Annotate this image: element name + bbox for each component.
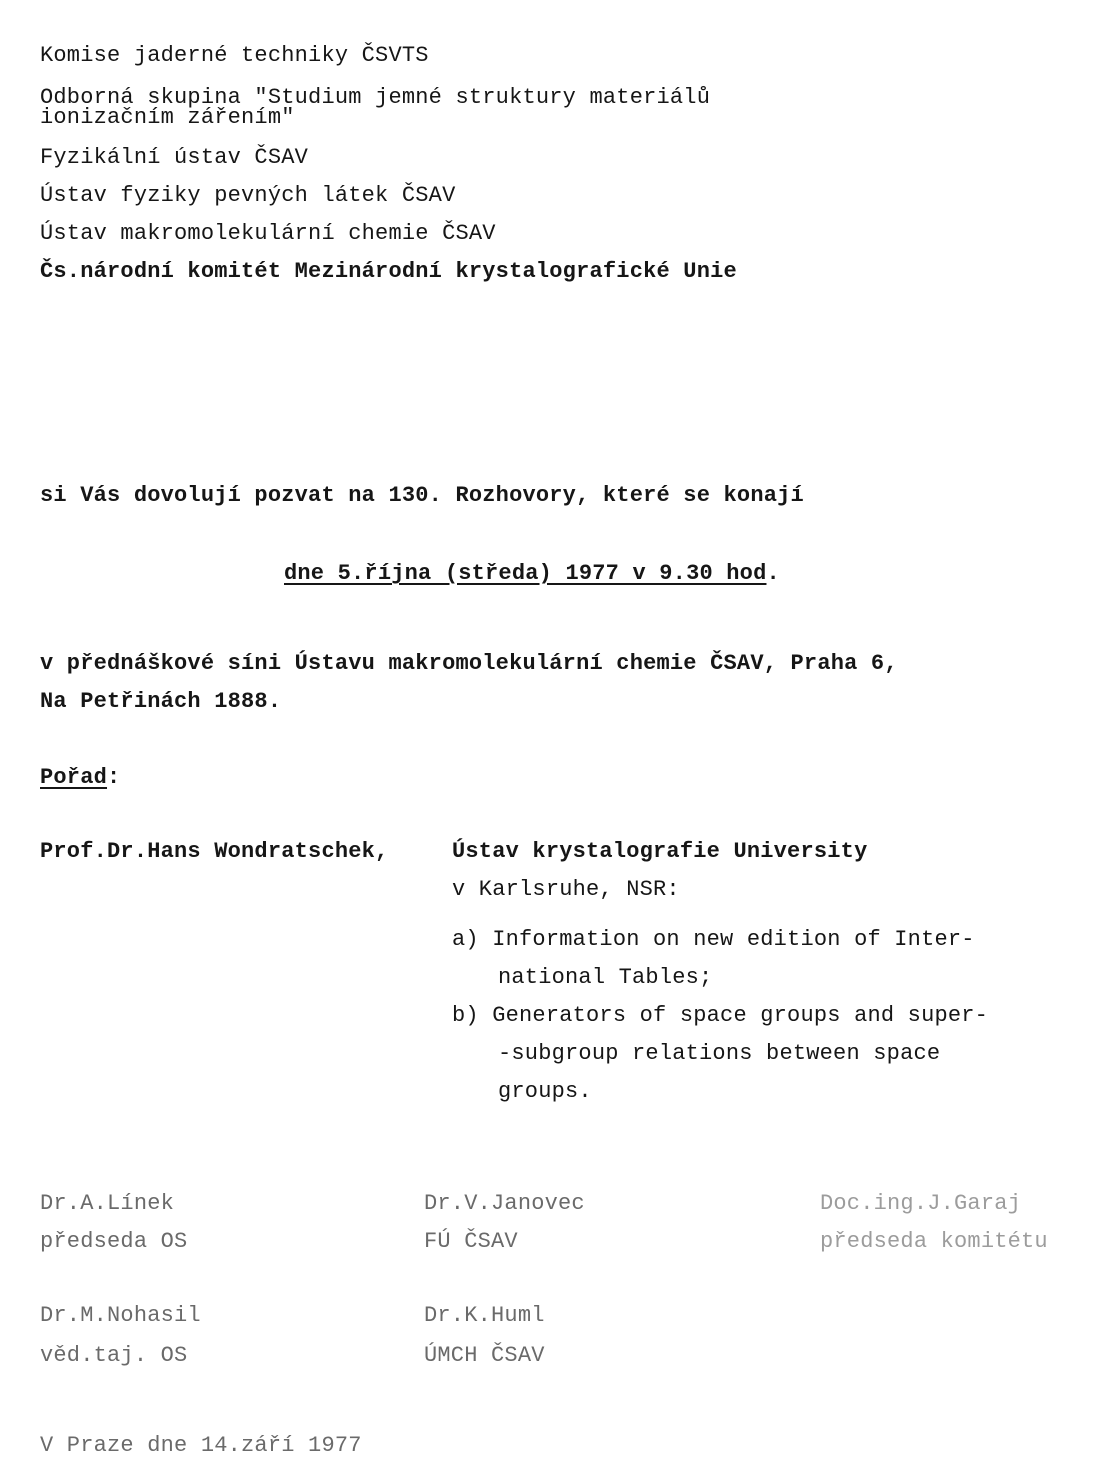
speaker-name: Prof.Dr.Hans Wondratschek, — [40, 839, 389, 864]
place-date: V Praze dne 14.září 1977 — [40, 1433, 362, 1458]
signatory-name: Dr.V.Janovec — [424, 1191, 585, 1216]
signatory-name: Dr.K.Huml — [424, 1303, 545, 1328]
org-line: ionizačním zářením" — [40, 105, 295, 130]
speaker-affiliation: Ústav krystalografie University — [452, 839, 868, 864]
org-line: Ústav makromolekulární chemie ČSAV — [40, 221, 496, 246]
org-line: Fyzikální ústav ČSAV — [40, 145, 309, 170]
signatory-name: Dr.M.Nohasil — [40, 1303, 201, 1328]
org-line: Komise jaderné techniky ČSVTS — [40, 43, 429, 68]
talk-line: a) Information on new edition of Inter- — [452, 927, 975, 952]
talk-line: groups. — [498, 1079, 592, 1104]
org-line: Ústav fyziky pevných látek ČSAV — [40, 183, 456, 208]
program-heading-colon: : — [107, 765, 121, 790]
venue-line: Na Petřinách 1888. — [40, 689, 282, 714]
org-line: Čs.národní komitét Mezinárodní krystalografické Unie — [40, 259, 737, 284]
signatory-role: ÚMCH ČSAV — [424, 1343, 545, 1368]
event-date-text: dne 5.října (středa) 1977 v 9.30 hod — [284, 561, 767, 586]
speaker-affiliation: v Karlsruhe, NSR: — [452, 877, 680, 902]
talk-line: -subgroup relations between space — [498, 1041, 941, 1066]
venue-line: v přednáškové síni Ústavu makromolekulární chemie ČSAV, Praha 6, — [40, 651, 898, 676]
signatory-name: Dr.A.Línek — [40, 1191, 175, 1216]
signatory-name: Doc.ing.J.Garaj — [820, 1191, 1022, 1216]
org-line: Odborná skupina "Studium jemné struktury materiálů — [40, 85, 711, 110]
talk-line: national Tables; — [498, 965, 713, 990]
signatory-role: předseda OS — [40, 1229, 188, 1254]
program-heading — [40, 766, 120, 790]
event-date — [284, 562, 780, 586]
signatory-role: věd.taj. OS — [40, 1343, 188, 1368]
invitation-intro: si Vás dovolují pozvat na 130. Rozhovory, které se konají — [40, 483, 804, 508]
event-date-period: . — [766, 561, 780, 586]
talk-line: b) Generators of space groups and super- — [452, 1003, 989, 1028]
signatory-role: předseda komitétu — [820, 1229, 1048, 1254]
signatory-role: FÚ ČSAV — [424, 1229, 518, 1254]
program-heading-text: Pořad — [40, 765, 108, 790]
